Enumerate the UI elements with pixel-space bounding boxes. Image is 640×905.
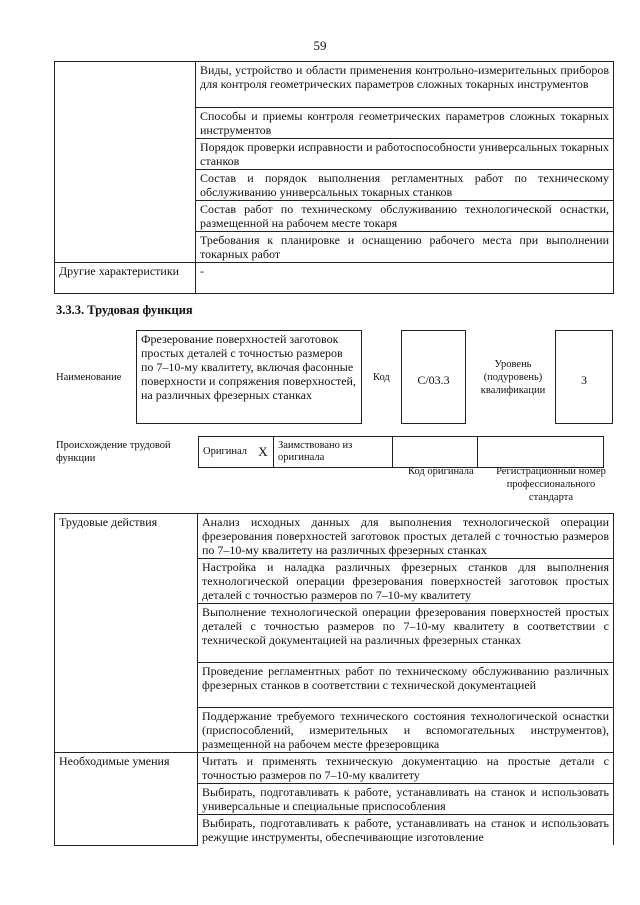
knowledge-label-cell bbox=[55, 62, 196, 263]
original-code-cell bbox=[393, 437, 478, 468]
labor-action-item: Настройка и наладка различных фрезерных станков для выполнения технологической операции фрезерования поверхностей заготовок простых деталей с точностью размеров по 7–10-му квалитету bbox=[198, 559, 614, 604]
code-label: Код bbox=[373, 372, 390, 383]
original-label: Оригинал bbox=[199, 437, 254, 468]
code-original-caption: Код оригинала bbox=[408, 466, 474, 477]
borrowed-label: Заимствовано из оригинала bbox=[274, 437, 393, 468]
other-characteristics-value: - bbox=[196, 263, 614, 294]
knowledge-item: Порядок проверки исправности и работоспособности универсальных токарных станков bbox=[196, 139, 614, 170]
skill-item: Выбирать, подготавливать к работе, устанавливать на станок и использовать универсальные и специальные приспособления bbox=[198, 784, 614, 815]
labor-function-table bbox=[54, 513, 614, 846]
code-box bbox=[401, 330, 466, 424]
origin-label: Происхождение трудовой функции bbox=[56, 440, 171, 464]
section-title: 3.3.3. Трудовая функция bbox=[56, 303, 193, 317]
level-label: Уровень (подуровень) квалификации bbox=[480, 359, 546, 396]
level-box bbox=[555, 330, 613, 424]
name-label: Наименование bbox=[56, 372, 122, 383]
origin-table bbox=[198, 436, 604, 468]
function-name-box: Фрезерование поверхностей заготовок простых деталей с точностью размеров по 7–10-му квалитету, включая фасонные поверхности и сопряжения поверхностей, на различных фрезерных станках bbox=[136, 330, 362, 424]
knowledge-item: Способы и приемы контроля геометрических параметров сложных токарных инструментов bbox=[196, 108, 614, 139]
labor-action-item: Поддержание требуемого технического состояния технологической оснастки (приспособлений, измерительных и вспомогательных инструментов), размещенной на рабочем месте фрезеровщика bbox=[198, 708, 614, 753]
knowledge-item: Виды, устройство и области применения контрольно-измерительных приборов для контроля геометрических параметров сложных токарных инструментов bbox=[196, 62, 614, 108]
required-skills-label: Необходимые умения bbox=[55, 753, 198, 846]
level-value: 3 bbox=[581, 373, 587, 387]
skill-item: Выбирать, подготавливать к работе, устанавливать на станок и использовать режущие инструменты, обеспечивающие изготовление bbox=[198, 815, 614, 846]
other-characteristics-label: Другие характеристики bbox=[55, 263, 196, 294]
knowledge-item: Состав работ по техническому обслуживанию технологической оснастки, размещенной на рабочем месте токаря bbox=[196, 201, 614, 232]
original-mark: X bbox=[253, 437, 274, 468]
registration-number-caption: Регистрационный номер профессионального стандарта bbox=[496, 466, 606, 503]
labor-action-item: Проведение регламентных работ по техническому обслуживанию различных фрезерных станков в соответствии с технической документацией bbox=[198, 663, 614, 708]
page-number: 59 bbox=[313, 38, 327, 53]
registration-number-cell bbox=[478, 437, 604, 468]
labor-action-item: Анализ исходных данных для выполнения технологической операции фрезерования поверхностей заготовок простых деталей с точностью размеров по 7–10-му квалитету на различных фрезерных станках bbox=[198, 514, 614, 559]
labor-actions-label: Трудовые действия bbox=[55, 514, 198, 753]
knowledge-table bbox=[54, 61, 614, 294]
knowledge-item: Требования к планировке и оснащению рабочего места при выполнении токарных работ bbox=[196, 232, 614, 263]
knowledge-item: Состав и порядок выполнения регламентных работ по техническому обслуживанию универсальных токарных станков bbox=[196, 170, 614, 201]
skill-item: Читать и применять техническую документацию на простые детали с точностью размеров по 7–10-му квалитету bbox=[198, 753, 614, 784]
code-value: C/03.3 bbox=[417, 373, 450, 387]
labor-action-item: Выполнение технологической операции фрезерования поверхностей простых деталей с точностью размеров по 7–10-му квалитету в соответствии с технической документацией на различных фрезерных станках bbox=[198, 604, 614, 663]
